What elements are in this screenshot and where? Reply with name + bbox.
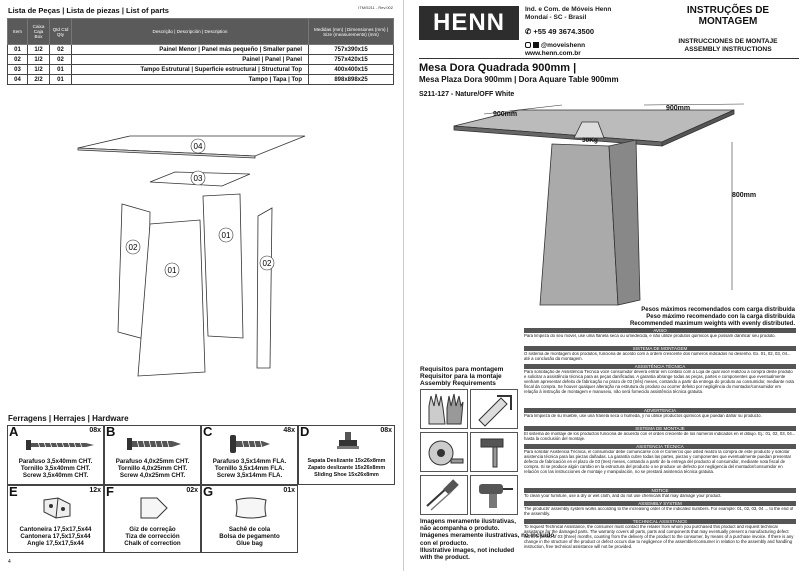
section-title: TECHNICAL ASSISTANCE: [524, 519, 796, 524]
hardware-letter: B: [106, 424, 116, 439]
hardware-label: Giz de correção Tiza de corrección Chalk of correction: [124, 526, 181, 547]
cell-desc: Tampo Estrutural | Superficie estructural | Structural Top: [72, 65, 309, 75]
hardware-title: Ferragens | Herrajes | Hardware: [8, 414, 129, 423]
hardware-qty: 02x: [186, 487, 198, 494]
hardware-label: Cantoneira 17,5x17,5x44 Cantonera 17,5x17,5x44 Angle 17,5x17,5x44: [19, 526, 92, 547]
parts-table: [7, 18, 394, 85]
col-qty: Qtd Ctd Qty: [50, 19, 72, 45]
table-row: [8, 75, 394, 85]
hardware-letter: C: [203, 424, 213, 439]
section-title: SISTEMA DE MONTAJE: [524, 426, 796, 431]
product-title: Mesa Dora Quadrada 900mm |: [419, 62, 577, 74]
section-title: ASSEMBLY SYSTEM: [524, 501, 796, 506]
dimension-width-1: 900mm: [493, 111, 518, 118]
square-ruler-icon: [470, 389, 518, 429]
table-illustration: [404, 100, 808, 310]
cell-size: 757x420x15: [309, 55, 394, 65]
hardware-label: Sachê de cola Bolsa de pegamento Glue bag: [219, 526, 280, 547]
hardware-letter: D: [300, 424, 310, 439]
hardware-qty: 08x: [89, 427, 101, 434]
weight-note: [595, 307, 795, 328]
illustration-note: [420, 518, 554, 561]
hardware-item-g: [201, 485, 298, 553]
phone-text: +55 49 3674.3500: [533, 27, 595, 36]
section-title: ADVERTENCIA: [524, 408, 796, 413]
instructions-en: ASSEMBLY INSTRUCTIONS: [684, 46, 772, 53]
section-title: ASISTENCIA TÉCNICA: [524, 444, 796, 449]
gloves-icon: [420, 389, 468, 429]
section-text: To clean your furniture, use a dry or wet cloth, and do not use chemicals that may damage your product.: [524, 494, 722, 498]
hardware-item-d: [298, 425, 395, 485]
chalk-icon: [139, 496, 169, 520]
section-text: Para limpieza de su mueble, use una franela seca o húmeda, y no utilice productos químicos que puedan dañar su producto.: [524, 414, 762, 418]
label-01-right: 01: [221, 231, 231, 240]
website[interactable]: www.henn.com.br: [525, 50, 581, 57]
note-line: Imágenes meramente ilustrativas, no incluido: [420, 532, 555, 540]
section-text: O sistema de montagem dos produtos, funciona de acordo com a ordem crescente dos números indicados no desenho. Ex. 01, 02, 03, 04... até a conclusão da montagem.: [524, 352, 791, 361]
phone-number: [525, 27, 594, 36]
cell-box: 1/2: [28, 65, 50, 75]
note-line: Imagens meramente ilustrativas,: [420, 518, 516, 525]
social-text: @moveishenn: [540, 42, 586, 49]
section-text: Para solicitar Asistencia Técnica, el consumidor debe comunicarse con el Comercio que usted realizó la compra de este producto y solicitar asistencia técnica para las piezas dañadas. La garantía cubre todas las partes, piezas y componentes que eventualmente puedan presentar defecto de fabricación en el plazo de 03 (tres) meses, contando a partir de la entrega del producto al consumidor, mediante nota fiscal de compra. Si se produce algún cambio en la estructura del producto o se produce un defecto por negligencia del montador/consumidor en relación con las instrucciones de montaje y manipulación, no se prestará asistencia técnica gratuita.: [524, 450, 792, 474]
hardware-qty: 12x: [89, 487, 101, 494]
revision-code: ITM/5211 - Rev.002: [358, 5, 393, 10]
label-02-right: 02: [262, 259, 272, 268]
requirements-es: Requisitor para la montaje: [420, 373, 502, 381]
henn-logo: HENN: [419, 6, 519, 40]
cell-desc: Tampo | Tapa | Top: [72, 75, 309, 85]
section-title: AVISO: [524, 328, 796, 333]
note-line: con el producto.: [420, 539, 469, 547]
label-03: 03: [193, 174, 203, 183]
hardware-label: Parafuso 4,0x25mm CHT. Tornillo 4,0x25mm CHT. Screw 4,0x25mm CHT.: [115, 458, 190, 479]
section-text: El sistema de montaje de los productos funciona de acuerdo con el orden creciente de los números indicados en el dibujo. Ej.: 01, 02, 03, 04... hasta la conclusión del montaje.: [524, 432, 796, 441]
angle-bracket-icon: [42, 496, 72, 520]
hardware-qty: 01x: [283, 487, 295, 494]
section-title: NOTICE: [524, 488, 796, 493]
label-02-left: 02: [128, 243, 138, 252]
cell-size: 898x898x25: [309, 75, 394, 85]
col-description: Descrição | Descripción | Description: [72, 19, 309, 45]
table-row: [8, 65, 394, 75]
company-info: [525, 6, 611, 21]
parts-list-title: Lista de Peças | Lista de piezas | List of parts: [8, 6, 169, 15]
cell-qty: 01: [50, 65, 72, 75]
note-line: with the product.: [420, 554, 470, 562]
cell-size: 400x400x15: [309, 65, 394, 75]
label-01-center: 01: [167, 266, 177, 275]
sliding-shoe-icon: [337, 432, 359, 454]
hammer-icon: [470, 432, 518, 472]
requirements-pt: Requisitos para montagem: [420, 366, 504, 373]
hardware-label: Sapata Deslizante 15x26x8mm Zapato deslizante 15x26x8mm Sliding Shoe 15x26x8mm: [307, 458, 386, 478]
table-row: [8, 55, 394, 65]
page-number: 4: [8, 559, 11, 565]
requirements-title: [420, 366, 503, 388]
section-text: The products' assembly system works according to the increasing order of the indicated numbers. For example: 01, 02, 03, 04 ... to the end of the assembly.: [524, 507, 794, 516]
load-label: 30Kg: [582, 137, 598, 144]
phone-icon: ✆: [525, 27, 534, 36]
section-text: To request Technical Assistance, the consumer must contact the retailer from whom you purchased this product and request technical assistance for the damaged parts. The warranty covers all parts, parts and components that may eventually present a manufacturing defect within a period of 03 (three) months, counting from the delivery of the product to the consumer, by means of a purchase invoice. If there is any change in the structure of the product or defect occurs due to negligence of the assembler/consumer in relation to the assembly and handling instruction, free technical assistance will not be provided.: [524, 525, 794, 549]
instagram-icon: [525, 42, 531, 48]
label-04: 04: [193, 142, 203, 151]
screw-icon: [127, 436, 187, 452]
cell-qty: 01: [50, 75, 72, 85]
dimension-height: 800mm: [732, 192, 757, 199]
hardware-letter: G: [203, 484, 214, 499]
hardware-qty: 48x: [283, 427, 295, 434]
cell-size: 757x390x15: [309, 45, 394, 55]
instructions-subtitle: [658, 38, 798, 54]
hardware-grid: [7, 425, 395, 553]
product-code: S211-127 - Nature/OFF White: [419, 91, 515, 98]
cell-item: 03: [8, 65, 28, 75]
instructions-es: INSTRUCCIONES DE MONTAJE: [678, 38, 778, 45]
hardware-item-e: [7, 485, 104, 553]
hardware-item-a: [7, 425, 104, 485]
cell-desc: Painel | Panel | Panel: [72, 55, 309, 65]
screw-icon: [26, 438, 96, 452]
hardware-label: Parafuso 3,5x14mm FLA. Tornillo 3,5x14mm FLA. Screw 3,5x14mm FLA.: [212, 458, 287, 479]
cell-box: 1/2: [28, 45, 50, 55]
hardware-letter: E: [9, 484, 18, 499]
table-row: [8, 45, 394, 55]
hardware-letter: A: [9, 424, 19, 439]
section-title: SISTEMA DE MONTAGEM: [524, 346, 796, 351]
col-box: Caixa Caja Box: [28, 19, 50, 45]
drill-icon: [470, 475, 518, 515]
part-01-panel-right: [203, 194, 243, 338]
company-name: Ind. e Com. de Móveis Henn: [525, 6, 612, 13]
hardware-item-b: [104, 425, 201, 485]
screw-icon: [230, 434, 274, 454]
cell-box: 1/2: [28, 55, 50, 65]
hardware-item-c: [201, 425, 298, 485]
hardware-qty: 08x: [380, 427, 392, 434]
screwdriver-icon: [420, 475, 468, 515]
social-handle: [525, 42, 585, 49]
note-line: não acompanha o produto.: [420, 525, 500, 533]
weight-note-pt: Pesos máximos recomendados com carga distribuída: [641, 307, 795, 313]
cell-box: 2/2: [28, 75, 50, 85]
weight-note-en: Recommended maximum weights with evenly distributed.: [629, 321, 795, 327]
tools-grid: [420, 389, 518, 516]
section-title: ASSISTÊNCIA TÉCNICA: [524, 364, 796, 369]
section-text: Para limpeza do seu móvel, use uma flanela seca ou umedecida, e não utilize produtos químicos que possam danificar seu produto.: [524, 334, 776, 338]
header-divider: [419, 58, 799, 59]
cell-qty: 02: [50, 55, 72, 65]
col-measures: Medidas (mm) | Dimensiones (mm) | Size (measurements) (mm): [309, 19, 394, 45]
hardware-letter: F: [106, 484, 114, 499]
company-location: Mondaí - SC - Brasil: [525, 13, 587, 21]
section-text: Para solicitação de Assistência Técnica você consumidor deverá entrar em contato com a Loja de qual você realizou a compra deste produto e solicitar a assistência técnica para as peças danificadas. A garantia abrange todas as peças, partes e componentes que eventualmente venham apresentar defeito de fabricação no prazo de 03 (três) meses, contando a partir da entrega do produto ao consumidor, mediante nota fiscal da compra. Se houver qualquer alteração na estrutura do produto ou ocorrer defeito por negligência do montador/consumidor em relação à instrução de montagem e manuseio, não será fornecido assistência técnica gratuita.: [524, 370, 794, 394]
hardware-item-f: [104, 485, 201, 553]
cell-item: 02: [8, 55, 28, 65]
cell-item: 01: [8, 45, 28, 55]
exploded-parts-diagram: [0, 120, 404, 410]
weight-note-es: Peso máximo recomendado con la carga distribuida: [646, 314, 795, 320]
instructions-title: INSTRUÇÕES DE MONTAGEM: [686, 5, 770, 27]
product-subtitle: Mesa Plaza Dora 900mm | Dora Aquare Table 900mm: [419, 75, 619, 84]
hardware-label: Parafuso 3,5x40mm CHT. Tornillo 3,5x40mm CHT. Screw 3,5x40mm CHT.: [18, 458, 93, 479]
facebook-icon: [533, 42, 539, 48]
note-line: Illustrative images, not included: [420, 546, 515, 554]
cell-qty: 02: [50, 45, 72, 55]
cell-item: 04: [8, 75, 28, 85]
dimension-width-2: 900mm: [666, 105, 691, 112]
col-item: Item: [8, 19, 28, 45]
glue-bag-icon: [234, 496, 268, 520]
requirements-en: Assembly Requirements: [420, 380, 496, 388]
tape-measure-icon: [420, 432, 468, 472]
cell-desc: Painel Menor | Panel más pequeño | Smaller panel: [72, 45, 309, 55]
part-02-panel-far-right: [257, 208, 272, 368]
